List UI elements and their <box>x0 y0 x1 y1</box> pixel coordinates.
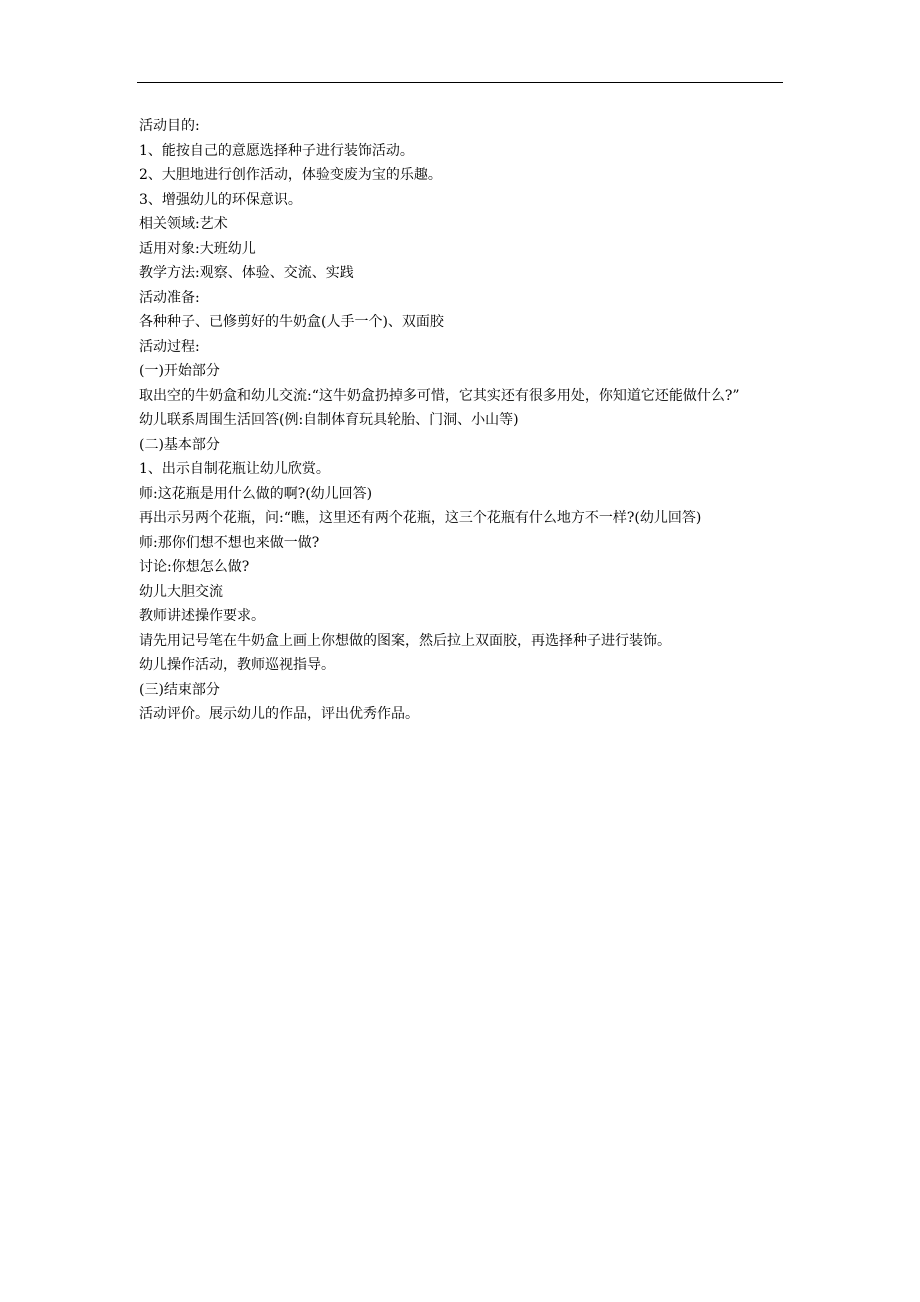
text-line: 幼儿操作活动，教师巡视指导。 <box>139 657 335 673</box>
text-line: 1、出示自制花瓶让幼儿欣赏。 <box>139 461 330 477</box>
text-line: 师:那你们想不想也来做一做? <box>139 534 320 551</box>
text-line: 3、增强幼儿的环保意识。 <box>139 191 302 208</box>
text-line: 活动过程: <box>139 338 200 355</box>
text-line: 幼儿大胆交流 <box>139 583 223 600</box>
section-heading: (三)结束部分 <box>139 681 220 698</box>
header-rule <box>137 82 783 83</box>
text-line: 相关领域:艺术 <box>139 216 228 232</box>
text-line: 幼儿联系周围生活回答(例:自制体育玩具轮胎、门洞、小山等) <box>139 412 519 428</box>
text-line: 适用对象:大班幼儿 <box>139 240 256 257</box>
text-line: 各种种子、已修剪好的牛奶盒(人手一个)、双面胶 <box>139 314 444 330</box>
text-line: 教师讲述操作要求。 <box>139 608 265 624</box>
section-heading: (二)基本部分 <box>139 436 220 453</box>
text-line: 2、大胆地进行创作活动，体验变废为宝的乐趣。 <box>139 167 442 183</box>
text-line: 活动目的: <box>139 118 200 134</box>
text-line: 取出空的牛奶盒和幼儿交流:“这牛奶盒扔掉多可惜，它其实还有很多用处，你知道它还能做什么?” <box>139 387 740 404</box>
text-line: 请先用记号笔在牛奶盒上画上你想做的图案，然后拉上双面胶，再选择种子进行装饰。 <box>139 632 671 649</box>
text-line: 活动评价。展示幼儿的作品，评出优秀作品。 <box>139 706 419 722</box>
document-body <box>139 114 785 727</box>
text-line: 再出示另两个花瓶，问:“瞧，这里还有两个花瓶，这三个花瓶有什么地方不一样?(幼儿回答) <box>139 510 702 526</box>
text-line: 讨论:你想怎么做? <box>139 559 250 575</box>
text-line: 活动准备: <box>139 289 200 306</box>
text-line: 1、能按自己的意愿选择种子进行装饰活动。 <box>139 142 414 159</box>
text-line: 师:这花瓶是用什么做的啊?(幼儿回答) <box>139 485 373 502</box>
text-line: 教学方法:观察、体验、交流、实践 <box>139 265 354 281</box>
section-heading: (一)开始部分 <box>139 363 220 379</box>
